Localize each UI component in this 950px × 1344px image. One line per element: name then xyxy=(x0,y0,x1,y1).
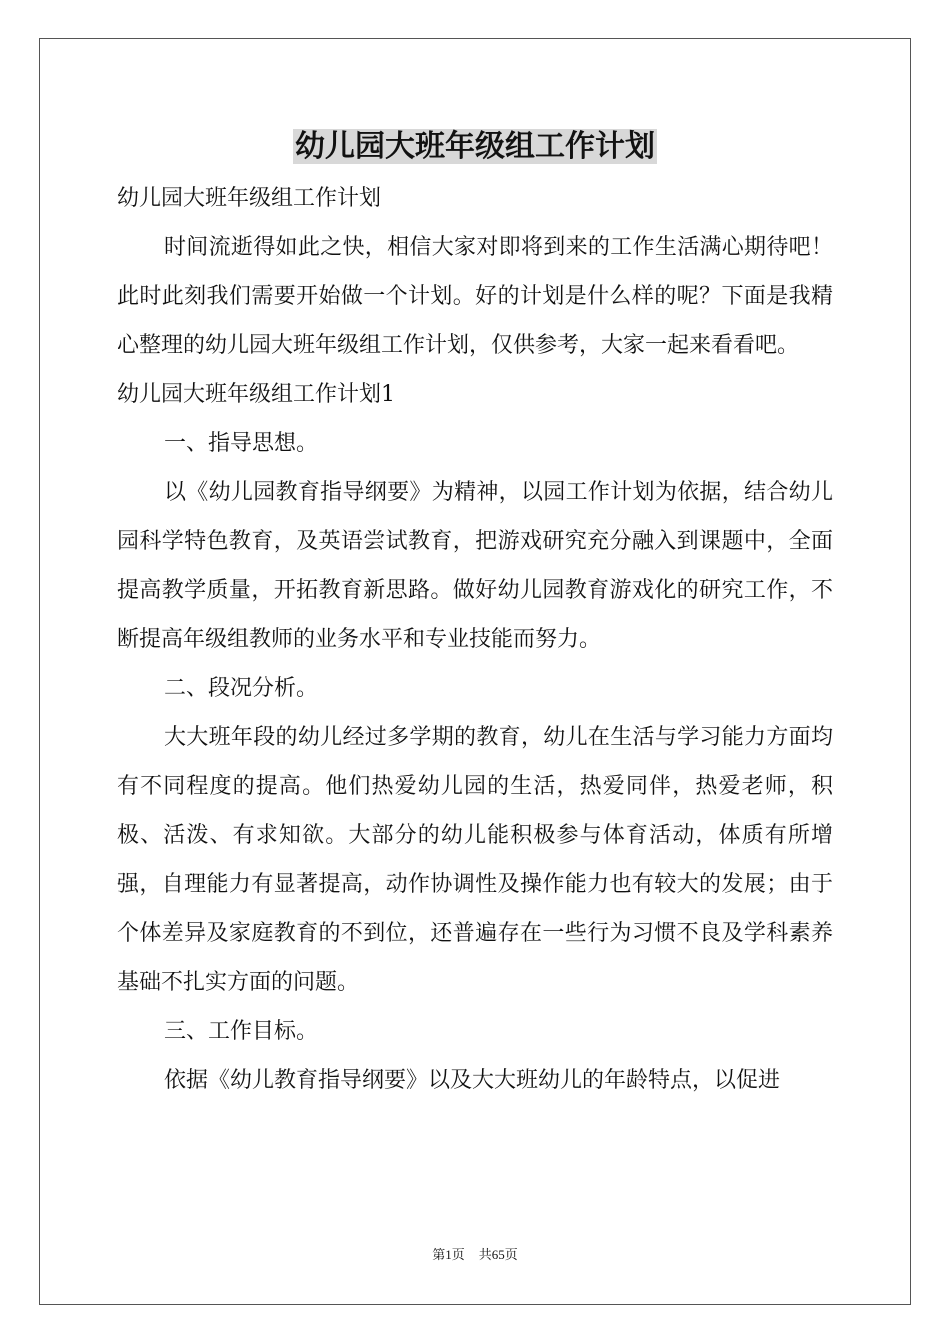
paragraph: 依据《幼儿教育指导纲要》以及大大班幼儿的年龄特点，以促进 xyxy=(164,1068,781,1093)
page-number: 第1页 xyxy=(432,1247,465,1262)
paragraph: 以《幼儿园教育指导纲要》为精神，以园工作计划为依据，结合幼儿园科学特色教育，及英语尝试教育，把游戏研究充分融入到课题中，全面提高教学质量，开拓教育新思路。做好幼儿园教育游戏化的研究工作，不断提高年级组教师的业务水平和专业技能而努力。 xyxy=(117,480,833,652)
document-title-text: 幼儿园大班年级组工作计划 xyxy=(295,129,655,164)
paragraph: 大大班年段的幼儿经过多学期的教育，幼儿在生活与学习能力方面均有不同程度的提高。他们热爱幼儿园的生活，热爱同伴，热爱老师，积极、活泼、有求知欲。大部分的幼儿能积极参与体育活动，体质有所增强，自理能力有显著提高，动作协调性及操作能力也有较大的发展；由于个体差异及家庭教育的不到位，还普遍存在一些行为习惯不良及学科素养基础不扎实方面的问题。 xyxy=(117,725,833,995)
paragraph: 时间流逝得如此之快，相信大家对即将到来的工作生活满心期待吧！此时此刻我们需要开始做一个计划。好的计划是什么样的呢？下面是我精心整理的幼儿园大班年级组工作计划，仅供参考，大家一起来看看吧。 xyxy=(117,235,833,358)
document-body xyxy=(117,174,833,1105)
paragraph: 幼儿园大班年级组工作计划1 xyxy=(117,382,395,407)
page-footer xyxy=(0,1246,950,1264)
page-total: 共65页 xyxy=(478,1247,518,1262)
paragraph: 三、工作目标。 xyxy=(164,1019,319,1044)
paragraph: 幼儿园大班年级组工作计划 xyxy=(117,186,382,211)
paragraph: 一、指导思想。 xyxy=(164,431,319,456)
paragraph: 二、段况分析。 xyxy=(164,676,319,701)
document-title xyxy=(0,125,950,169)
